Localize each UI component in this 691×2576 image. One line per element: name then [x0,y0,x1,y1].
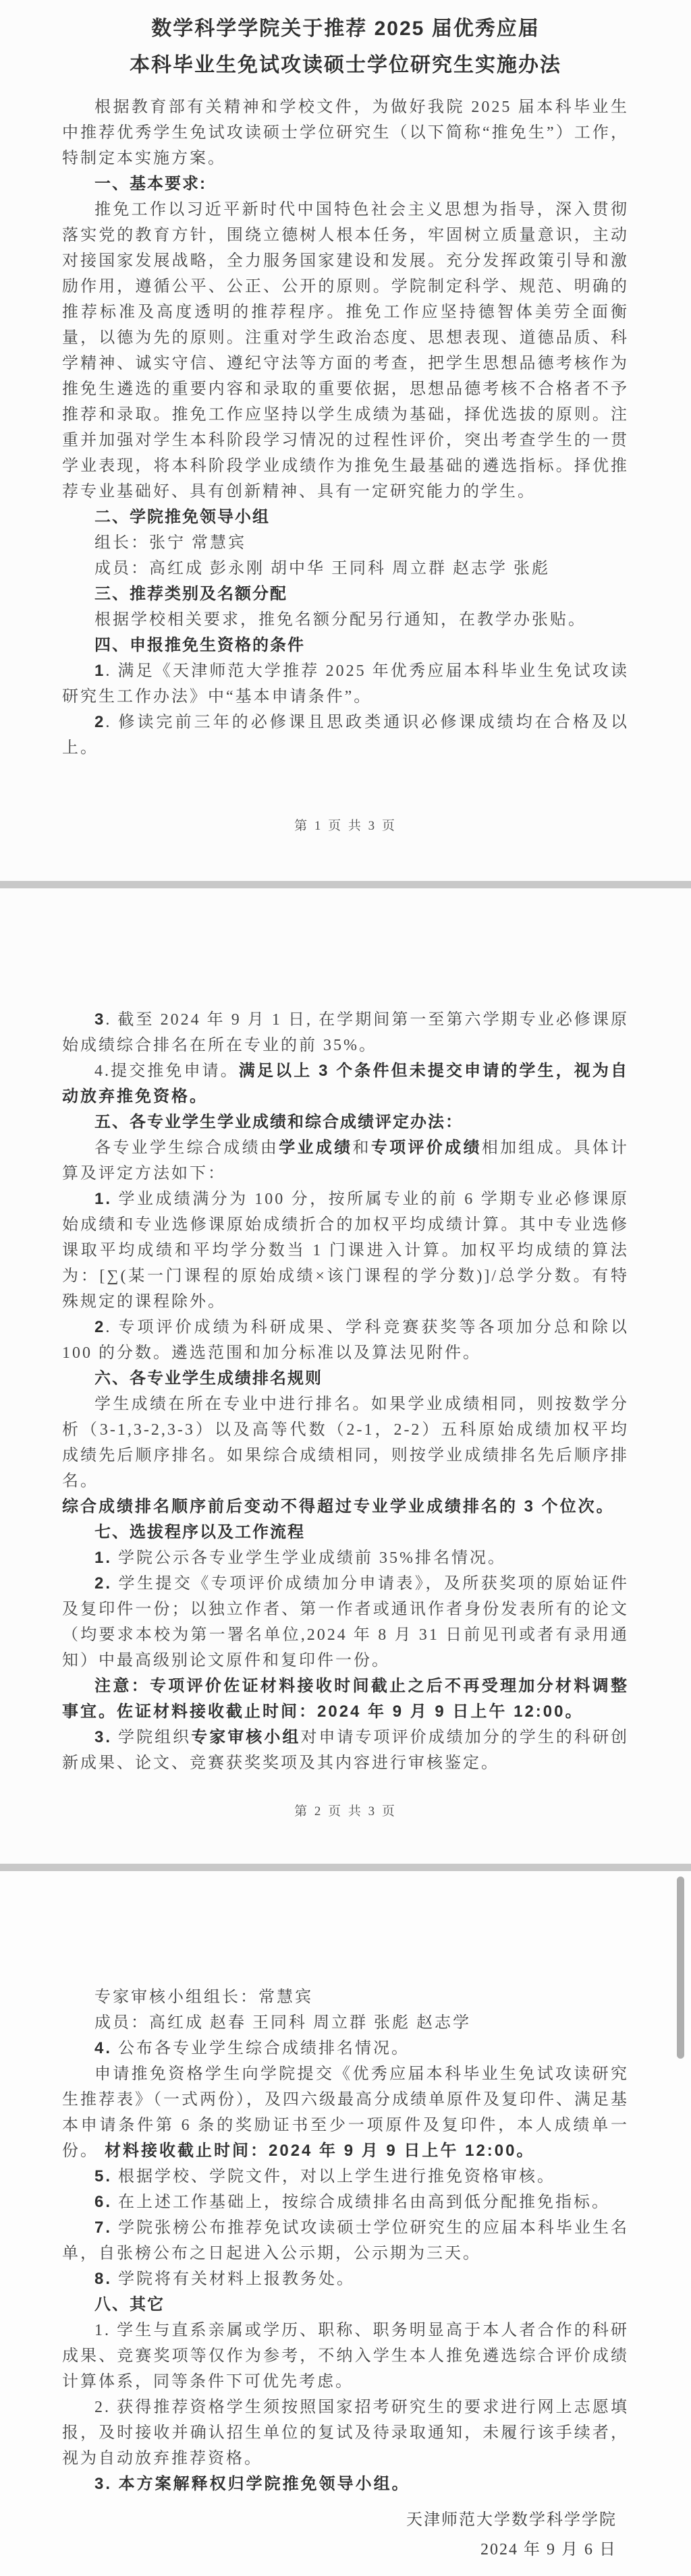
text-run: 满足以上 3 个条件但未提交申请的学生，视为自动放弃推免资格。 [62,1062,630,1106]
text-run: . 截至 2024 年 9 月 1 日, 在学期间第一至第六学期专业必修课原始成绩综合排名在所在专业的前 35%。 [62,1011,629,1054]
paragraph [62,658,629,710]
paragraph [62,1571,629,1673]
text-run: 2. 获得推荐资格学生须按照国家招考研究生的要求进行网上志愿填报，及时接收并确认招生单位的复试及待录取通知，未履行该手续者，视为自动放弃推荐资格。 [62,2399,629,2467]
text-run: 根据学校相关要求，推免名额分配另行通知，在教学办张贴。 [94,611,586,629]
paragraph [62,1494,629,1520]
paragraph [62,2164,629,2189]
text-run: 学院公示各专业学生学业成绩前 35%排名情况。 [112,1549,507,1567]
text-run: 组长：张宁 常慧宾 [94,534,246,552]
page-2 [0,888,691,1864]
paragraph [62,2215,629,2266]
text-run: 六、各专业学生成绩排名规则 [94,1369,323,1387]
section-heading [62,505,629,530]
text-run: 1. [94,1549,113,1567]
paragraph [62,1186,629,1315]
paragraph [62,607,629,633]
text-run: 5. [94,2167,113,2185]
signature-organization: 天津师范大学数学科学学院 [406,2511,617,2529]
section-heading [62,171,629,197]
text-run: 学生提交《专项评价成绩加分申请表》，及所获奖项的原始证件及复印件一份；以独立作者、第一作者或通讯作者身份发表所有的论文（均要求本校为第一署名单位,2024 年 8 月 31 日前见刊或者有录用通知）中最高级别论文原件和复印件一份。 [62,1575,629,1669]
text-run: . 修读完前三年的必修课且思政类通识必修课成绩均在合格及以上。 [62,714,629,757]
text-run: . 专项评价成绩为科研成果、学科竞赛获奖等各项加分总和除以 100 的分数。遴选范围和加分标准以及算法见附件。 [62,1319,629,1362]
text-run: . 满足《天津师范大学推荐 2025 年优秀应届本科毕业生免试攻读研究生工作办法》中“基本申请条件”。 [62,662,629,706]
text-run: 7. [94,2219,113,2237]
text-run: 8. [94,2270,113,2288]
text-run: 公布各专业学生综合成绩排名情况。 [112,2040,410,2057]
page-1-content [62,11,629,761]
text-run: 注意：专项评价佐证材料接收时间截止之后不再受理加分材料调整事宜。佐证材料接收截止时间：2024 年 9 月 9 日上午 12:00。 [62,1677,629,1721]
text-run: 2. [94,1574,113,1593]
text-run: 申请推免资格学生向学院提交《优秀应届本科毕业生免试攻读研究生推荐表》（一式两份），及四六级最高分成绩单原件及复印件、满足基本申请条件第 6 条的奖励证书至少一项原件及复印件，本人成绩单一份。 [62,2065,629,2160]
paragraph [62,1984,629,2010]
text-run: 相加组成。具体计算及评定方法如下： [62,1139,630,1182]
page-divider [0,881,691,888]
text-run: 学院组织 [112,1729,192,1746]
paragraph [62,1058,629,1110]
paragraph [62,1673,629,1725]
section-heading [62,1520,629,1545]
text-run: 学生成绩在所在专业中进行排名。如果学业成绩相同，则按数学分析（3-1,3-2,3-3）以及高等代数（2-1，2-2）五科原始成绩加权平均成绩先后顺序排名。如果综合成绩相同，则按学业成绩排名先后顺序排名。 [62,1396,629,1490]
paragraph [62,1725,629,1776]
page-3-content [62,1984,629,2497]
scrollbar-thumb[interactable] [677,1877,684,2059]
text-run: 1. [94,1190,113,1208]
text-run: 五、各专业学生学业成绩和综合成绩评定办法： [94,1113,463,1131]
page-number-footer: 第 1 页 共 3 页 [294,819,397,833]
text-run: 学院张榜公布推荐免试攻读硕士学位研究生的应届本科毕业生名单，自张榜公布之日起进入公示期，公示期为三天。 [62,2219,629,2262]
paragraph [62,556,629,581]
text-run: 4. [94,2039,113,2057]
text-run: 数学科学学院关于推荐 2025 届优秀应届 [151,18,540,40]
text-run: 三、推荐类别及名额分配 [94,585,287,603]
text-run: 根据教育部有关精神和学校文件，为做好我院 2025 届本科毕业生中推荐优秀学生免试攻读硕士学位研究生（以下简称“推免生”）工作，特制定本实施方案。 [62,98,629,167]
text-run: 2 [94,713,106,731]
paragraph [62,2471,629,2497]
section-heading [62,1366,629,1392]
paragraph [62,1007,629,1058]
paragraph [62,1315,629,1366]
paragraph [62,1135,629,1186]
paragraph [62,1545,629,1571]
text-run: 3. 本方案解释权归学院推免领导小组。 [94,2475,410,2493]
text-run: 一、基本要求: [94,175,206,193]
text-run: 专项评价成绩 [370,1139,482,1157]
text-run: 4.提交推免申请。 [94,1062,239,1080]
text-run: 推免工作以习近平新时代中国特色社会主义思想为指导，深入贯彻落实党的教育方针，围绕立德树人根本任务，牢固树立质量意识，主动对接国家发展战略，全力服务国家建设和发展。充分发挥政策引导和激励作用，遵循公平、公正、公开的原则。学院制定科学、规范、明确的推荐标准及高度透明的推荐程序。推免工作应坚持德智体美劳全面衡量，以德为先的原则。注重对学生政治态度、思想表现、道德品质、科学精神、诚实守信、遵纪守法等方面的考查，把学生思想品德考核作为推免生遴选的重要内容和录取的重要依据，思想品德考核不合格者不予推荐和录取。推免工作应坚持以学生成绩为基础，择优选拔的原则。注重并加强对学生本科阶段学习情况的过程性评价，突出考查学生的一贯学业表现，将本科阶段学业成绩作为推免生最基础的遴选指标。择优推荐专业基础好、具有创新精神、具有一定研究能力的学生。 [62,201,629,500]
text-run: 专家审核小组 [191,1728,301,1746]
document-title-line [62,11,629,47]
paragraph [62,2395,629,2471]
text-run: 二、学院推免领导小组 [94,508,270,526]
text-run: 综合成绩排名顺序前后变动不得超过专业学业成绩排名的 3 个位次。 [62,1497,615,1516]
text-run: 七、选拔程序以及工作流程 [94,1523,305,1541]
paragraph [62,2061,629,2164]
section-heading [62,581,629,607]
paragraph [62,197,629,505]
document-title-line [62,47,629,84]
text-run: 1 [94,662,106,680]
text-run: 成员：高红成 彭永刚 胡中华 王同科 周立群 赵志学 张彪 [94,560,550,577]
text-run: 八、其它 [94,2295,165,2314]
text-run: 3. [94,1728,113,1746]
paragraph [62,2318,629,2395]
signature-block [62,2505,629,2565]
page-number-footer: 第 2 页 共 3 页 [294,1804,397,1819]
section-heading [62,1110,629,1135]
text-run: 根据学校、学院文件，对以上学生进行推免资格审核。 [112,2168,556,2185]
paragraph [62,2189,629,2215]
text-run: 专家审核小组组长：常慧宾 [94,1988,313,2006]
text-run: 3 [94,1010,106,1029]
paragraph [62,2010,629,2036]
page-3 [0,1871,691,2576]
text-run: 在上述工作基础上，按综合成绩排名由高到低分配推免指标。 [112,2194,611,2211]
text-run: 各专业学生综合成绩由 [94,1139,279,1157]
text-run: 学业成绩 [279,1139,353,1157]
page-divider [0,1864,691,1871]
text-run: 四、申报推免生资格的条件 [94,636,305,654]
text-run: 2 [94,1318,106,1336]
text-run: 成员：高红成 赵春 王同科 周立群 张彪 赵志学 [94,2014,471,2032]
text-run: 材料接收截止时间：2024 年 9 月 9 日上午 12:00。 [105,2142,535,2160]
text-run: 1. 学生与直系亲属或学历、职称、职务明显高于本人者合作的科研成果、竞赛奖项等仅作为参考，不纳入学生本人推免遴选综合评价成绩计算体系，同等条件下可优先考虑。 [62,2322,629,2391]
section-heading [62,633,629,658]
paragraph [62,1392,629,1494]
section-heading [62,2292,629,2318]
paragraph [62,94,629,171]
paragraph [62,2036,629,2061]
text-run: 6. [94,2193,113,2211]
text-run: 本科毕业生免试攻读硕士学位研究生实施办法 [130,54,561,76]
page-1 [0,0,691,881]
paragraph [62,2266,629,2292]
text-run: 学业成绩满分为 100 分，按所属专业的前 6 学期专业必修课原始成绩和专业选修课原始成绩折合的加权平均成绩计算。其中专业选修课取平均成绩和平均学分数当 1 门课进入计算。加权平均成绩的算法为：[∑(某一门课程的原始成绩×该门课程的学分数)]/总学分数。有特殊规定的课程除外。 [62,1191,629,1311]
text-run: 学院将有关材料上报教务处。 [112,2270,356,2288]
signature-date: 2024 年 9 月 6 日 [480,2541,617,2558]
paragraph [62,530,629,556]
text-run: 和 [352,1139,371,1157]
page-2-content [62,1007,629,1776]
text-run: 对申请专项评价成绩加分的学生的科研创新成果、论文、竞赛获奖奖项及其内容进行审核鉴定。 [62,1729,630,1772]
paragraph [62,710,629,761]
